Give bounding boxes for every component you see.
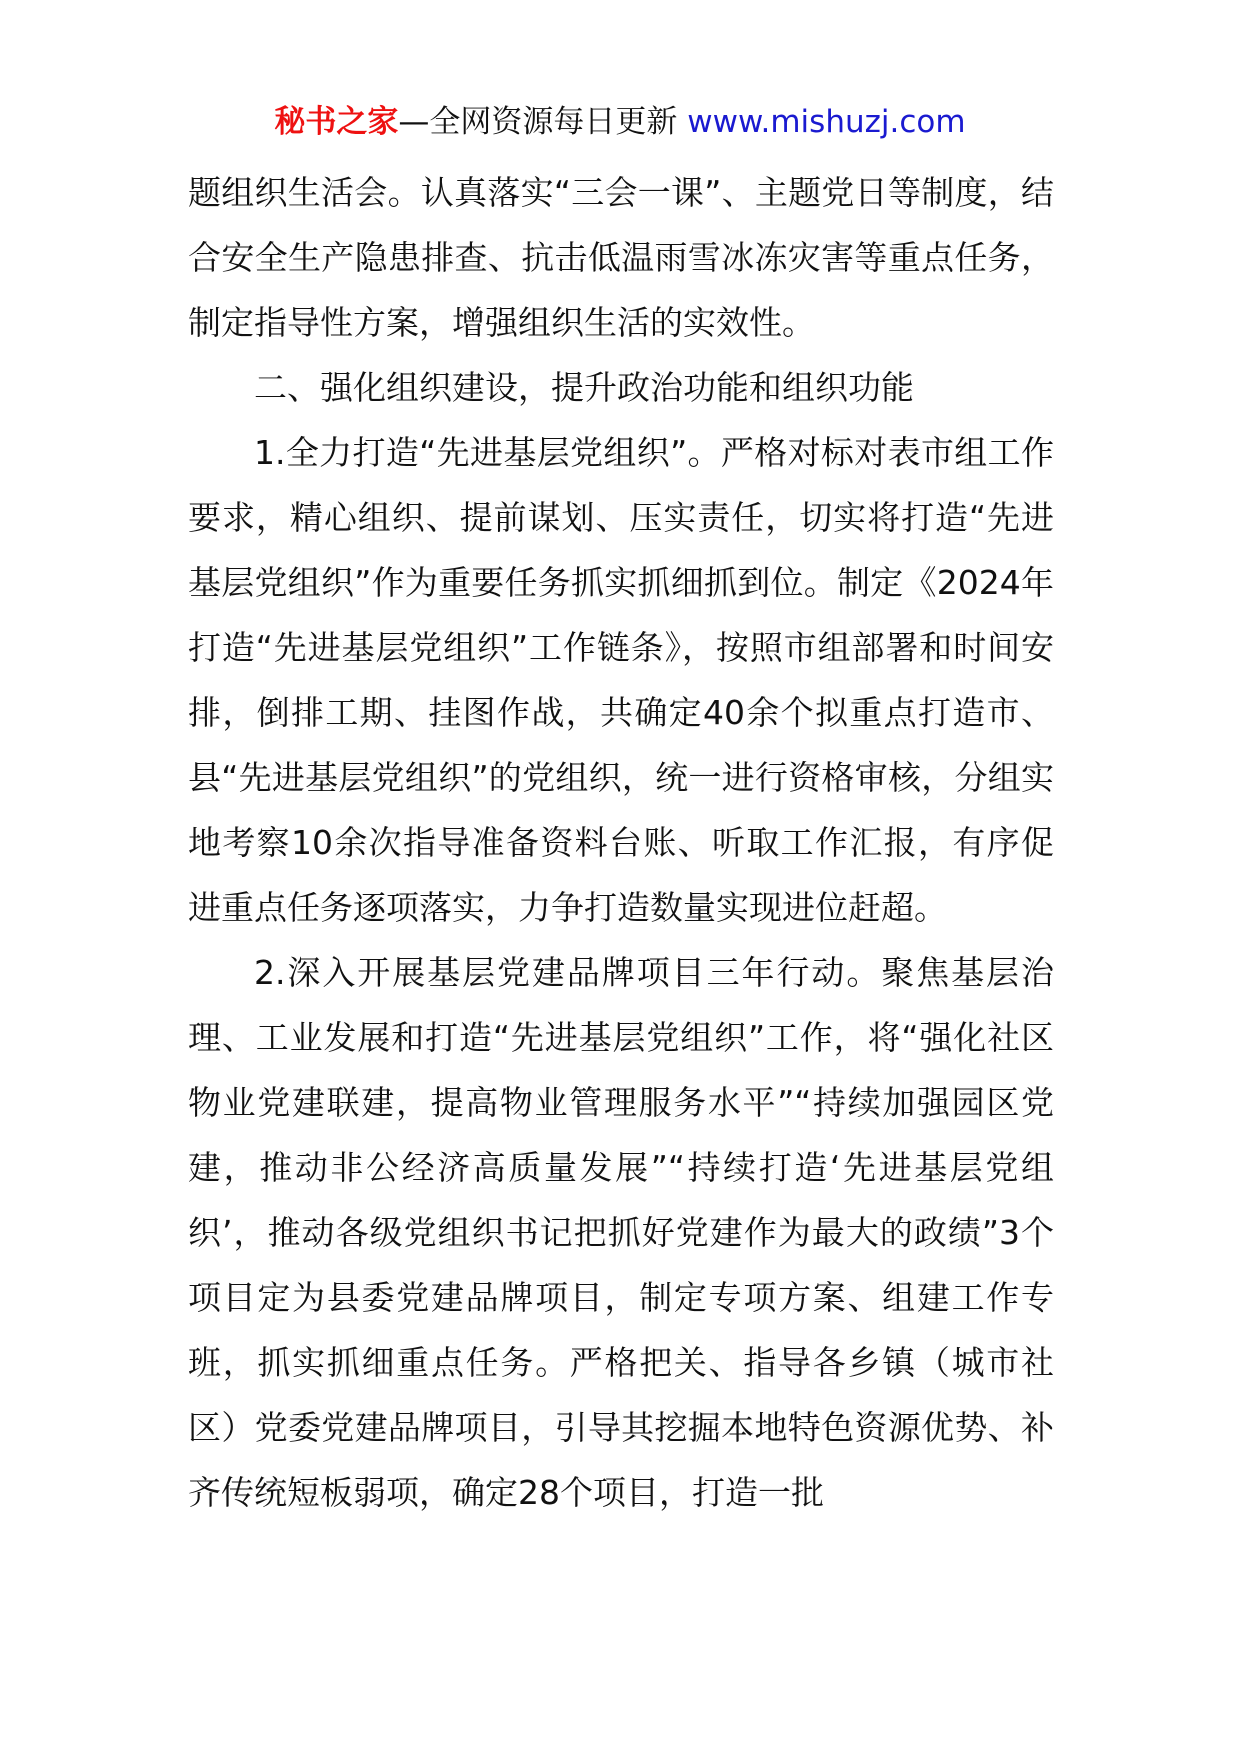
header-tagline: —全网资源每日更新 [398,104,688,140]
paragraph-item-2: 2.深入开展基层党建品牌项目三年行动。聚焦基层治理、工业发展和打造“先进基层党组织”工作，将“强化社区物业党建联建，提高物业管理服务水平”“持续加强园区党建，推动非公经济高质量发展”“持续打造‘先进基层党组织’，推动各级党组织书记把抓好党建作为最大的政绩”3个项目定为县委党建品牌项目，制定专项方案、组建工作专班，抓实抓细重点任务。严格把关、指导各乡镇（城市社区）党委党建品牌项目，引导其挖掘本地特色资源优势、补齐传统短板弱项，确定28个项目，打造一批 [188,953,1054,1512]
section-heading: 二、强化组织建设，提升政治功能和组织功能 [254,368,914,407]
paragraph-item-1: 1.全力打造“先进基层党组织”。严格对标对表市组工作要求，精心组织、提前谋划、压实责任，切实将打造“先进基层党组织”作为重要任务抓实抓细抓到位。制定《2024年打造“先进基层党组织”工作链条》，按照市组部署和时间安排，倒排工期、挂图作战，共确定40余个拟重点打造市、县“先进基层党组织”的党组织，统一进行资格审核，分组实地考察10余次指导准备资料台账、听取工作汇报，有序促进重点任务逐项落实，力争打造数量实现进位赶超。 [188,433,1054,927]
brand-name: 秘书之家 [274,104,399,140]
page-header [0,100,1240,144]
site-url-link[interactable]: www.mishuzj.com [687,104,966,140]
document-body [188,160,1054,1525]
paragraph-continuation: 题组织生活会。认真落实“三会一课”、主题党日等制度，结合安全生产隐患排查、抗击低温雨雪冰冻灾害等重点任务，制定指导性方案，增强组织生活的实效性。 [188,173,1054,342]
